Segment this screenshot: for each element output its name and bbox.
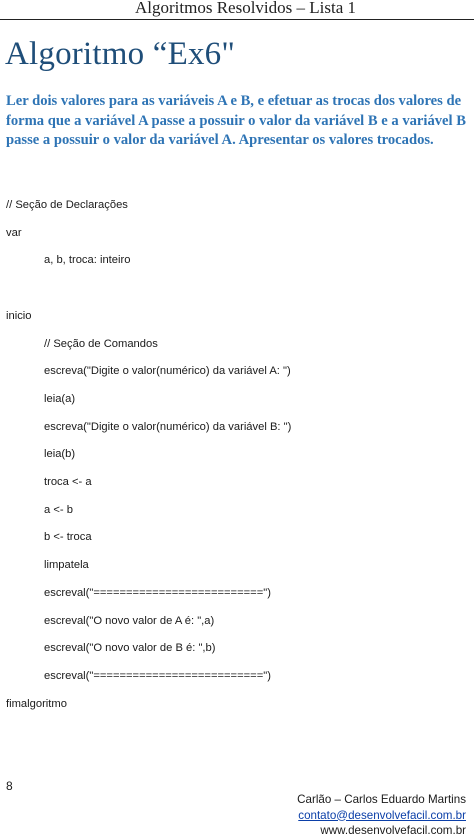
code-fimalgoritmo: fimalgoritmo: [6, 698, 67, 710]
code-line: escreval("=========================="): [44, 587, 271, 599]
page-number: 8: [6, 779, 13, 793]
header-title: Algoritmos Resolvidos – Lista 1: [135, 0, 356, 17]
code-line: escreval("=========================="): [44, 670, 271, 682]
footer-website: www.desenvolvefacil.com.br: [320, 824, 466, 837]
page-footer: [297, 792, 466, 839]
code-line: escreva("Digite o valor(numérico) da variável A: "): [44, 365, 291, 377]
code-line: leia(a): [44, 393, 76, 405]
code-line: limpatela: [44, 559, 89, 571]
code-line: a <- b: [44, 504, 73, 516]
code-line: troca <- a: [44, 476, 92, 488]
code-line: escreval("O novo valor de B é: ",b): [44, 642, 216, 654]
code-line: escreva("Digite o valor(numérico) da variável B: "): [44, 421, 292, 433]
exercise-title: Algoritmo “Ex6": [5, 36, 236, 72]
code-var-declaration: a, b, troca: inteiro: [44, 254, 131, 266]
code-line: escreval("O novo valor de A é: ",a): [44, 615, 215, 627]
code-line: b <- troca: [44, 531, 92, 543]
footer-author: Carlão – Carlos Eduardo Martins: [297, 793, 466, 806]
page-header: [0, 0, 474, 20]
code-line: leia(b): [44, 448, 76, 460]
code-var-keyword: var: [6, 227, 22, 239]
exercise-statement: Ler dois valores para as variáveis A e B, e efetuar as trocas dos valores de forma que a variável A passe a possuir o valor da variável B e a variável B passe a possuir o valor da variável A. Apresentar os valores trocados.: [6, 93, 466, 148]
footer-email-link[interactable]: contato@desenvolvefacil.com.br: [298, 808, 466, 822]
code-comment-declarations: // Seção de Declarações: [6, 199, 128, 211]
code-inicio: inicio: [6, 310, 32, 322]
code-comment-commands: // Seção de Comandos: [44, 338, 158, 350]
